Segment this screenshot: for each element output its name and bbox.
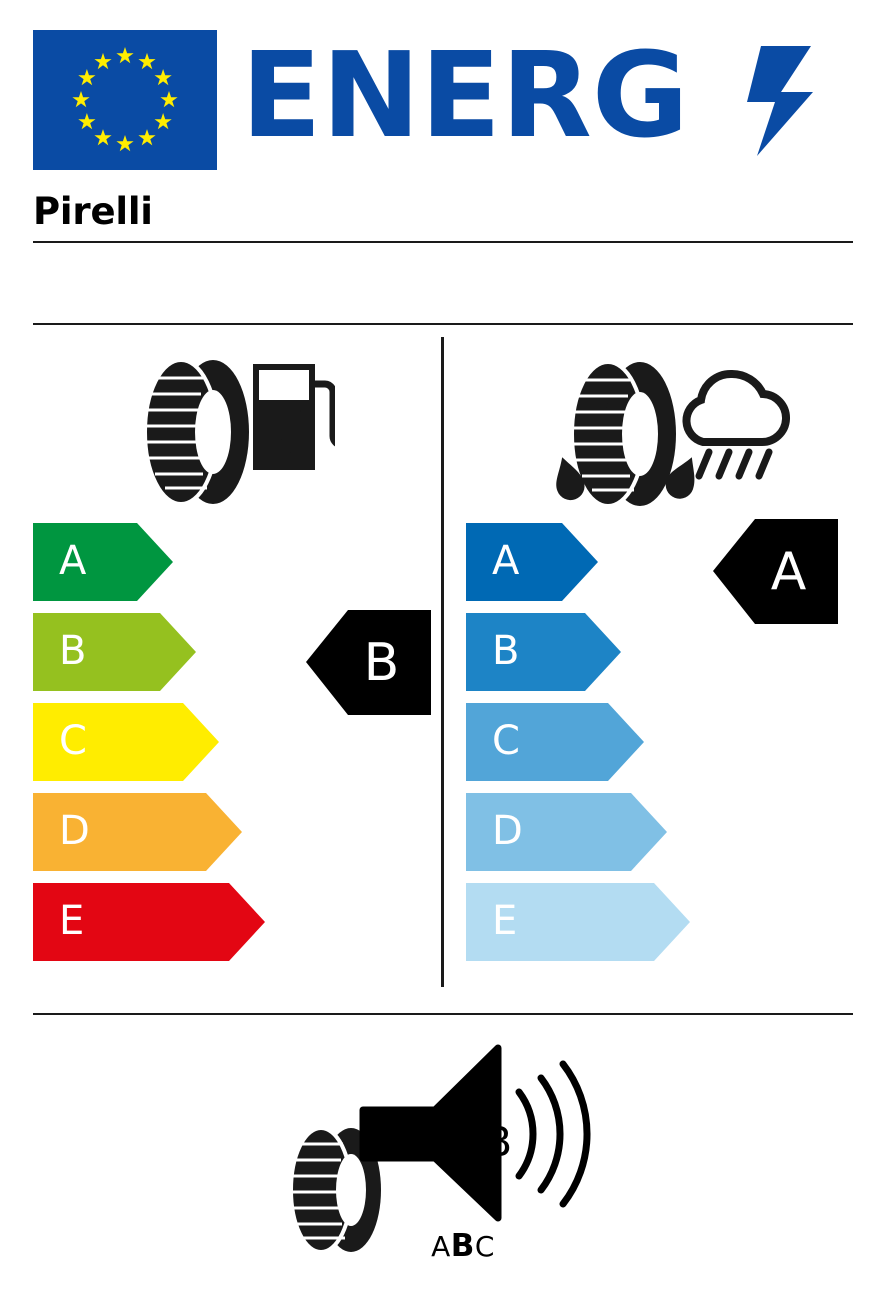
energ-wordmark [241, 40, 861, 160]
brand-name: Pirelli [33, 190, 153, 233]
wet-grade-arrow-b [466, 613, 621, 691]
fuel-efficiency-pictogram [125, 350, 335, 515]
fuel-grade-letter-b: B [59, 628, 87, 675]
fuel-efficiency-result [306, 610, 431, 715]
wet-grip-pictogram [533, 348, 798, 518]
wet-grade-letter-e: E [492, 898, 518, 945]
wet-grip-result-letter: A [770, 541, 807, 602]
wet-grade-row-d [466, 793, 690, 871]
fuel-grade-letter-e: E [59, 898, 85, 945]
wet-grade-arrow-a [466, 523, 598, 601]
fuel-grade-letter-d: D [59, 808, 90, 855]
fuel-efficiency-result-letter: B [363, 632, 400, 693]
noise-class-row [403, 1228, 523, 1264]
fuel-grade-row-d [33, 793, 265, 871]
label-header [33, 30, 853, 170]
fuel-grade-arrow-a [33, 523, 173, 601]
fuel-efficiency-scale [33, 523, 265, 973]
noise-class-a: A [431, 1230, 451, 1263]
fuel-grade-letter-c: C [59, 718, 87, 765]
divider-above-classes [33, 323, 853, 325]
fuel-grade-row-a [33, 523, 265, 601]
fuel-grade-row-e [33, 883, 265, 961]
noise-db-value: 72dB [405, 1118, 513, 1166]
noise-section [283, 1040, 603, 1270]
wet-grade-row-c [466, 703, 690, 781]
lightning-bolt-icon [747, 46, 813, 156]
eu-flag-icon [33, 30, 217, 170]
fuel-grade-letter-a: A [59, 538, 87, 585]
rain-cloud-icon [686, 374, 786, 476]
sound-waves-icon [519, 1064, 587, 1204]
noise-class-c: C [474, 1230, 495, 1263]
wet-grade-letter-a: A [492, 538, 520, 585]
wet-grade-row-b [466, 613, 690, 691]
wet-grade-letter-b: B [492, 628, 520, 675]
wet-grade-row-a [466, 523, 690, 601]
wet-grip-scale [466, 523, 690, 973]
fuel-grade-row-b [33, 613, 265, 691]
divider-vertical-center [441, 337, 444, 987]
fuel-grade-row-c [33, 703, 265, 781]
divider-under-brand [33, 241, 853, 243]
divider-above-noise [33, 1013, 853, 1015]
tyre-icon [145, 360, 249, 504]
fuel-pump-icon [253, 364, 335, 470]
tyre-icon [572, 362, 676, 506]
wet-grade-letter-c: C [492, 718, 520, 765]
wet-grade-row-e [466, 883, 690, 961]
eu-stars-icon [33, 30, 217, 170]
energ-text: ENERG [241, 40, 689, 160]
wet-grade-letter-d: D [492, 808, 523, 855]
noise-class-b-selected: B [450, 1228, 475, 1264]
fuel-grade-arrow-b [33, 613, 196, 691]
wet-grip-result [713, 519, 838, 624]
